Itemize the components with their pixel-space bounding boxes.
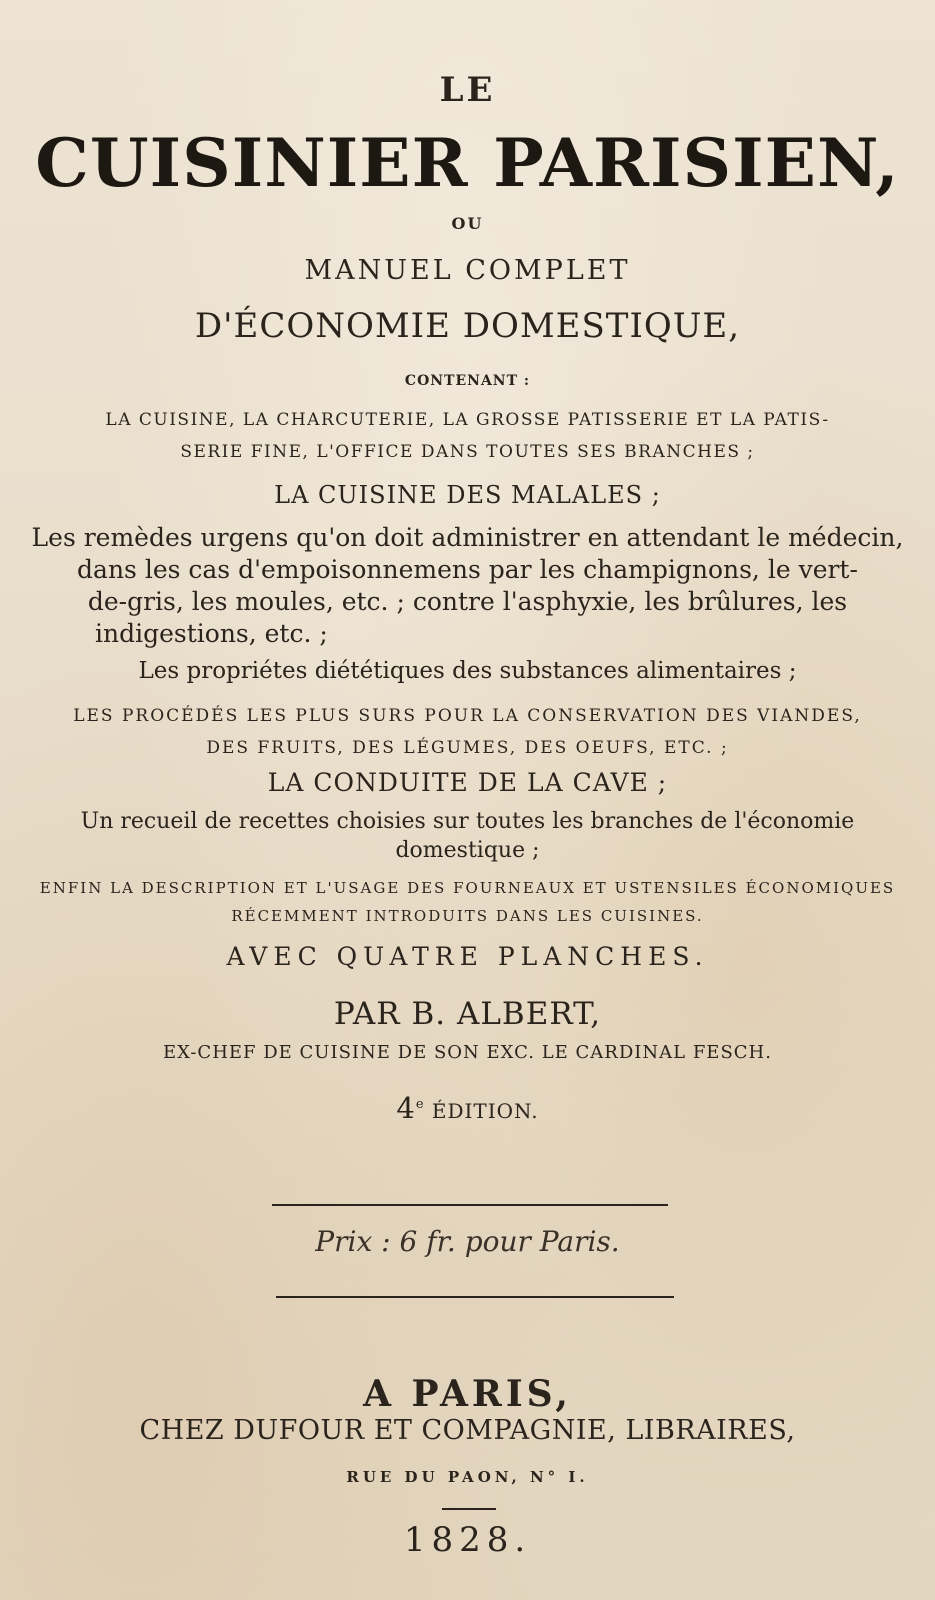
cave-line: LA CONDUITE DE LA CAVE ;	[267, 768, 668, 797]
contents-heading: CONTENANT :	[404, 373, 531, 389]
contents-line-2: SERIE FINE, L'OFFICE DANS TOUTES SES BRANCHES ;	[180, 442, 755, 462]
subtitle-line-1: MANUEL COMPLET	[304, 255, 631, 286]
imprint-publisher: CHEZ DUFOUR ET COMPAGNIE, LIBRAIRES,	[139, 1415, 796, 1446]
author-title: EX-CHEF DE CUISINE DE SON EXC. LE CARDINAL FESCH.	[163, 1042, 772, 1063]
edition-superscript: e	[415, 1097, 425, 1113]
title-conjunction: OU	[451, 214, 484, 233]
recueil-line-2: domestique ;	[395, 838, 540, 863]
contents-line-1: LA CUISINE, LA CHARCUTERIE, LA GROSSE PATISSERIE ET LA PATIS-	[105, 410, 830, 430]
imprint-address: RUE DU PAON, N° I.	[346, 1468, 589, 1486]
author-line: PAR B. ALBERT,	[333, 996, 602, 1032]
year-rule	[442, 1508, 496, 1510]
proprietes-line: Les propriétes diététiques des substances alimentaires ;	[138, 658, 797, 684]
handwritten-price: Prix : 6 fr. pour Paris.	[315, 1225, 620, 1258]
remedes-line-1: Les remèdes urgens qu'on doit administrer en attendant le médecin,	[31, 523, 904, 552]
procedes-line-2: DES FRUITS, DES LÉGUMES, DES OEUFS, ETC. ;	[206, 738, 729, 758]
remedes-line-4: indigestions, etc. ;	[95, 619, 328, 648]
recueil-line-1: Un recueil de recettes choisies sur toutes les branches de l'économie	[80, 809, 855, 834]
imprint-year: 1828.	[403, 1520, 532, 1560]
enfin-line-2: RÉCEMMENT INTRODUITS DANS LES CUISINES.	[231, 907, 704, 925]
main-title: CUISINIER PARISIEN,	[35, 124, 900, 202]
edition-line	[0, 1091, 935, 1125]
planches-line: AVEC QUATRE PLANCHES.	[226, 942, 709, 971]
remedes-line-3: de-gris, les moules, etc. ; contre l'asphyxie, les brûlures, les	[87, 587, 848, 616]
malades-line: LA CUISINE DES MALALES ;	[274, 481, 661, 509]
title-article: LE	[439, 70, 496, 110]
price-rule-bottom	[276, 1296, 674, 1298]
enfin-line-1: ENFIN LA DESCRIPTION ET L'USAGE DES FOURNEAUX ET USTENSILES ÉCONOMIQUES	[39, 879, 896, 897]
remedes-line-2: dans les cas d'empoisonnemens par les champignons, le vert-	[77, 555, 858, 584]
edition-number: 4	[396, 1091, 416, 1125]
imprint-place: A PARIS,	[363, 1373, 572, 1415]
subtitle-line-2: D'ÉCONOMIE DOMESTIQUE,	[194, 306, 741, 346]
price-rule-top	[272, 1204, 668, 1206]
edition-word: ÉDITION.	[431, 1099, 539, 1123]
procedes-line-1: LES PROCÉDÉS LES PLUS SURS POUR LA CONSERVATION DES VIANDES,	[73, 706, 862, 726]
